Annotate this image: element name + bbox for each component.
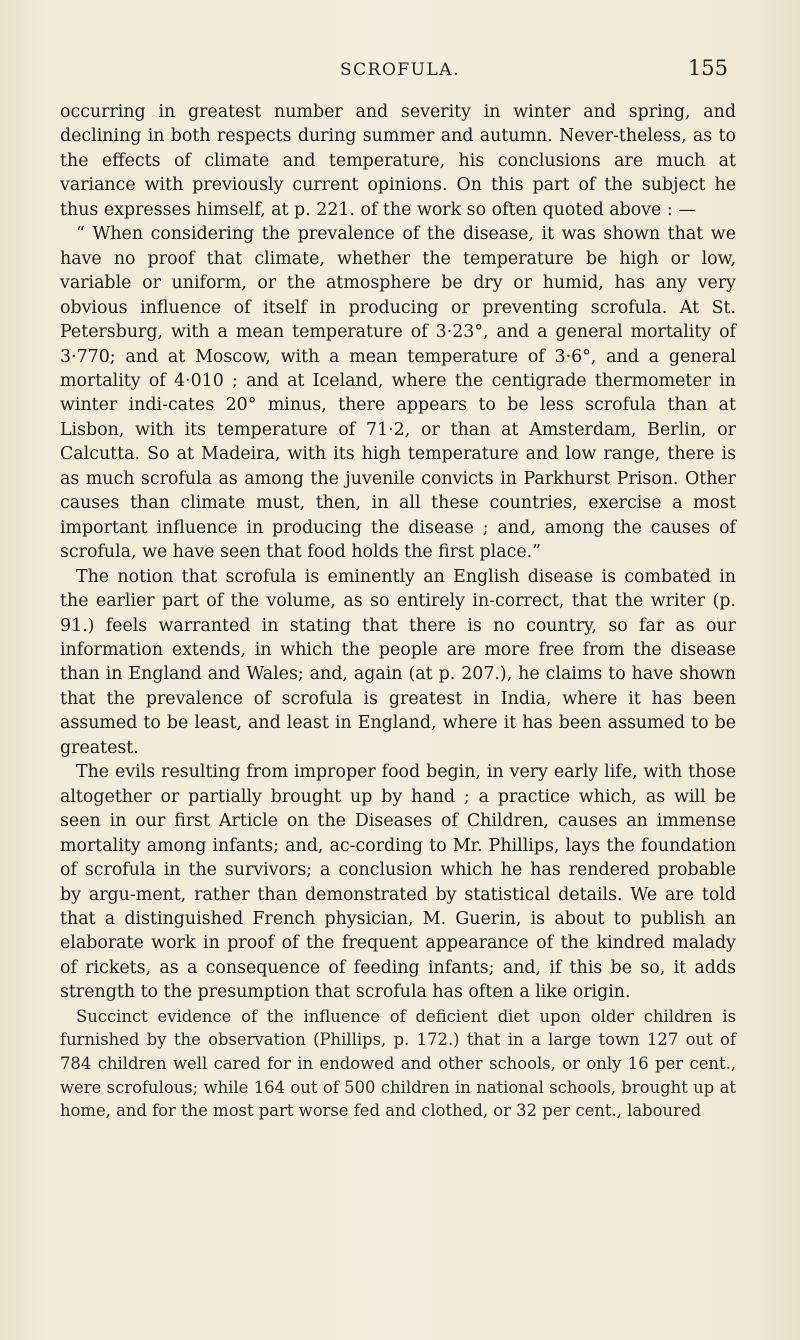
paragraph-1: occurring in greatest number and severity in winter and spring, and declining in both respects during summer and autumn. Never-theless, as to the effects of climate and temperature, his conclusions are much at variance with previously current opinions. On this part of the subject he thus expresses himself, at p. 221. of the work so often quoted above : — — [60, 102, 736, 220]
paragraph-3: The notion that scrofula is eminently an English disease is combated in the earlier part of the volume, as so entirely in-correct, that the writer (p. 91.) feels warranted in stating that there is no country, so far as our information extends, in which the people are more free from the disease than in England and Wales; and, again (at p. 207.), he claims to have shown that the prevalence of scrofula is greatest in India, where it has been assumed to be least, and least in England, where it has been assumed to be greatest. — [60, 566, 736, 758]
body-text — [60, 100, 736, 1123]
paragraph-4: The evils resulting from improper food begin, in very early life, with those altogether or partially brought up by hand ; a practice which, as will be seen in our first Article on the Diseases of Children, causes an immense mortality among infants; and, ac-cording to Mr. Phillips, lays the foundation of scrofula in the survivors; a conclusion which he has rendered probable by argu-ment, rather than demonstrated by statistical details. We are told that a distinguished French physician, M. Guerin, is about to publish an elaborate work in proof of the frequent appearance of the kindred malady of rickets, as a consequence of feeding infants; and, if this be so, it adds strength to the presumption that scrofula has often a like origin. — [60, 762, 736, 1003]
page-header — [60, 54, 740, 94]
running-title: SCROFULA. — [340, 60, 460, 80]
paragraph-2-quotation: “ When considering the prevalence of the disease, it was shown that we have no proof that climate, whether the temperature be high or low, variable or uniform, or the atmosphere be dry or humid, has any very obvious influence of itself in producing or preventing scrofula. At St. Petersburg, with a mean temperature of 3·23°, and a general mortality of 3·770; and at Moscow, with a mean temperature of 3·6°, and a general mortality of 4·010 ; and at Iceland, where the centigrade thermometer in winter indi-cates 20° minus, there appears to be less scrofula than at Lisbon, with its temperature of 71·2, or than at Amsterdam, Berlin, or Calcutta. So at Madeira, with its high temperature and low range, there is as much scrofula as among the juvenile convicts in Parkhurst Prison. Other causes than climate must, then, in all these countries, exercise a most important influence in producing the disease ; and, among the causes of scrofula, we have seen that food holds the first place.” — [60, 224, 736, 563]
paragraph-5: Succinct evidence of the influence of deficient diet upon older children is furnished by the observation (Phillips, p. 172.) that in a large town 127 out of 784 children well cared for in endowed and other schools, or only 16 per cent., were scrofulous; while 164 out of 500 children in national schools, brought up at home, and for the most part worse fed and clothed, or 32 per cent., laboured — [60, 1006, 736, 1121]
page-number: 155 — [687, 56, 728, 80]
